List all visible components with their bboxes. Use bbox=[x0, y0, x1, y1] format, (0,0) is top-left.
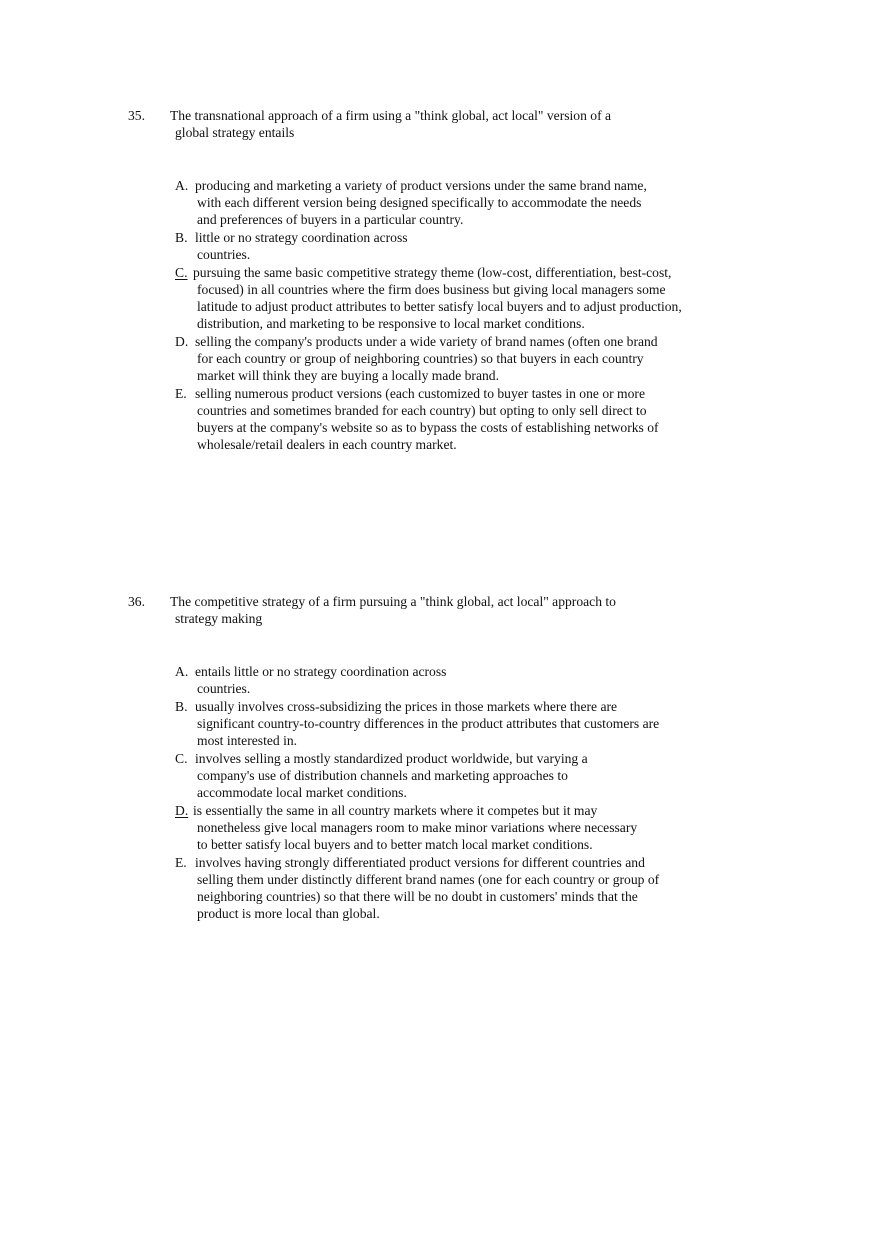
choice-d bbox=[175, 802, 647, 853]
correct-answer-marker: C. bbox=[175, 265, 188, 280]
question-text: The competitive strategy of a firm pursuing a "think global, act local" approach to strategy making bbox=[170, 594, 616, 626]
answer-choices bbox=[175, 177, 682, 454]
choice-letter: B. bbox=[175, 230, 188, 245]
choice-d bbox=[175, 333, 673, 384]
choice-text: usually involves cross-subsidizing the prices in those markets where there are significant country-to-country differences in the product attributes that customers are most interested in. bbox=[195, 699, 660, 748]
choice-letter: D. bbox=[175, 334, 189, 349]
choice-a bbox=[175, 663, 489, 697]
choice-text: producing and marketing a variety of product versions under the same brand name, with each different version being designed specifically to accommodate the needs and preferences of buyers in a particular country. bbox=[195, 178, 647, 227]
choice-letter: E. bbox=[175, 855, 187, 870]
choice-text: little or no strategy coordination across countries. bbox=[195, 230, 408, 262]
choice-letter: E. bbox=[175, 386, 187, 401]
choice-text: selling the company's products under a wide variety of brand names (often one brand for each country or group of neighboring countries) so that buyers in each country market will think they are buying a locally made brand. bbox=[195, 334, 658, 383]
correct-answer-marker: D. bbox=[175, 803, 189, 818]
choice-letter: A. bbox=[175, 664, 189, 679]
choice-letter: A. bbox=[175, 178, 189, 193]
choice-text: pursuing the same basic competitive strategy theme (low-cost, differentiation, best-cost, focused) in all countries where the firm does business but giving local managers some latitude to adjust product attributes to better satisfy local buyers and to adjust production, distribution, and marketing to be responsive to local market conditions. bbox=[193, 265, 682, 331]
choice-text: involves selling a mostly standardized product worldwide, but varying a company's use of distribution channels and marketing approaches to accommodate local market conditions. bbox=[195, 751, 588, 800]
choice-a bbox=[175, 177, 657, 228]
choice-text: selling numerous product versions (each customized to buyer tastes in one or more countries and sometimes branded for each country) but opting to only sell direct to buyers at the company's website so as to bypass the costs of establishing networks of wholesale/retail dealers in each country market. bbox=[195, 386, 659, 452]
choice-letter: B. bbox=[175, 699, 188, 714]
answer-choices bbox=[175, 663, 665, 923]
choice-b bbox=[175, 229, 447, 263]
choice-text: is essentially the same in all country markets where it competes but it may nonetheless give local managers room to make minor variations where necessary to better satisfy local buyers and to better match local market conditions. bbox=[193, 803, 638, 852]
question-number: 35. bbox=[128, 108, 145, 123]
choice-e bbox=[175, 854, 673, 922]
choice-text: entails little or no strategy coordination across countries. bbox=[195, 664, 447, 696]
choice-text: involves having strongly differentiated product versions for different countries and selling them under distinctly different brand names (one for each country or group of neighboring countries) so that there will be no doubt in customers' minds that the product is more local than global. bbox=[195, 855, 660, 921]
question-number: 36. bbox=[128, 594, 145, 609]
choice-letter: C. bbox=[175, 751, 188, 766]
choice-e bbox=[175, 385, 679, 453]
choice-c bbox=[175, 750, 637, 801]
choice-c bbox=[175, 264, 683, 332]
choice-b bbox=[175, 698, 667, 749]
question-text: The transnational approach of a firm using a "think global, act local" version of a global strategy entails bbox=[170, 108, 612, 140]
